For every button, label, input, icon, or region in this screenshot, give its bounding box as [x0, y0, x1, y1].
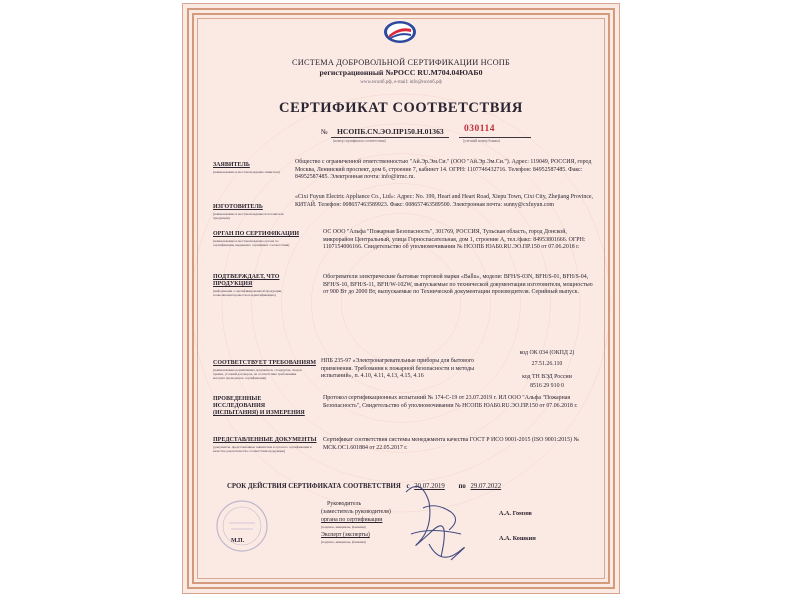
validity-from-date: 30.07.2019	[414, 483, 445, 490]
serial-underline	[459, 137, 531, 138]
expert-name: А.А. Кошкин	[499, 535, 536, 542]
validity-from-prefix: с	[406, 483, 410, 490]
website-email: www.нсопб.рф, e-mail: info@нсопб.рф	[360, 80, 442, 85]
tests-label-3: (ИСПЫТАНИЯ) И ИЗМЕРЕНИЯ	[213, 410, 305, 416]
documents-details: Сертификат соответствия системы менеджмента качества ГОСТ Р ИСО 9001-2015 (ISO 9001:2015) № МСК.ОС1.601884 от 22.05.2017 г.	[323, 437, 580, 451]
tnved-code-label: код ТН ВЭД России	[522, 374, 572, 380]
number-sign: №	[321, 128, 328, 136]
head-signature-caption: (подпись, инициалы, фамилия)	[321, 525, 366, 529]
tests-details: Протокол сертификационных испытаний № 174-С-19 от 23.07.2019 г. ИЛ ООО "Альфа "Пожарная Безопасность", Свидетельство об уполномочивании № НСОПБ ЮАБ0.RU.ЭО.ПР.150 от 07.06.2018 г.	[323, 395, 578, 409]
applicant-sublabel: (наименование и местонахождение заявителя)	[213, 170, 280, 174]
product-sublabel: (информация о сертифицированной продукции, позволяющая провести ее идентификацию)	[213, 289, 283, 297]
registration-number: регистрационный №РОСС RU.M704.04ЮАБ0	[319, 68, 483, 77]
confirms-label: ПОДТВЕРЖДАЕТ, ЧТО	[213, 274, 280, 280]
blank-serial-number: 030114	[464, 124, 495, 134]
certification-body-label: ОРГАН ПО СЕРТИФИКАЦИИ	[213, 231, 300, 237]
number-underline	[331, 137, 449, 138]
head-name: А.А. Гомзов	[499, 510, 532, 517]
certification-stamp-icon	[215, 499, 269, 553]
tests-label-1: ПРОВЕДЕННЫЕ	[213, 396, 262, 402]
tnved-code-value: 8516 29 910 0	[530, 383, 564, 389]
certification-body-sublabel: (наименование и местонахождение органа по сертификации, выдавшего сертификат соответствия)	[213, 239, 290, 247]
head-label: Руководитель	[327, 501, 362, 507]
manufacturer-details: «Cixi Fuyun Electric Appliance Co., Ltd»: Адрес: No. 199, Heart and Heart Road, Xiepu Town, Cixi City, Zhejiang Province, КИТАЙ. Телефон: 008657463589923. Факс: 008657463589500. Электронная почта: sunny@cxfuyun.com	[295, 194, 594, 208]
requirements-sublabel: (наименование нормативных документов, стандартов, сводов правил, условий договоров, на соответствие требованиям которых проводилась сертификация)	[213, 368, 302, 380]
okpd-code-value: 27.51.26.110	[531, 361, 563, 367]
expert-label: Эксперт (эксперты)	[321, 532, 370, 538]
serial-number-caption: (учетный номер бланка)	[463, 139, 500, 143]
stamp-place-label: М.П.	[231, 538, 245, 544]
documents-label: ПРЕДСТАВЛЕННЫЕ ДОКУМЕНТЫ	[213, 437, 317, 443]
validity-label: СРОК ДЕЙСТВИЯ СЕРТИФИКАТА СООТВЕТСТВИЯ	[227, 483, 401, 490]
expert-signature-caption: (подпись, инициалы, фамилия)	[321, 540, 366, 544]
certificate-document	[182, 3, 620, 594]
head-org: органа по сертификации	[321, 517, 383, 523]
tests-label-2: ИССЛЕДОВАНИЯ	[213, 403, 266, 409]
certification-system-name: СИСТЕМА ДОБРОВОЛЬНОЙ СЕРТИФИКАЦИИ НСОПБ	[292, 58, 510, 67]
certification-body-details: ОС ООО "Альфа "Пожарная Безопасность", 301769, РОССИЯ, Тульская область, город Донской, микрорайон Центральный, улица Горноспасательная, дом 1, строение А, тел./факс: 84953801666. ОГРН: 1107154006166. Свидетельство об уполномочивании № НСОПБ ЮАБ0.RU.ЭО.ПР.150 от 07.06.2018 г.	[323, 229, 586, 251]
certificate-number-caption: (номер сертификата соответствия)	[333, 139, 386, 143]
requirements-text: НПБ 235-97 «Электронагревательные приборы для бытового применения. Требования к пожарной безопасности и методы испытаний», п. 4.10, 4.11, 4.13, 4.15, 4.16	[321, 358, 475, 380]
handwritten-signatures	[311, 472, 511, 572]
certificate-number: НСОПБ.CN.ЭО.ПР150.Н.01363	[337, 127, 444, 136]
product-label: ПРОДУКЦИЯ	[213, 281, 253, 287]
manufacturer-label: ИЗГОТОВИТЕЛЬ	[213, 204, 263, 210]
validity-to-date: 29.07.2022	[470, 483, 502, 490]
applicant-label: ЗАЯВИТЕЛЬ	[213, 162, 250, 168]
requirements-label: СООТВЕТСТВУЕТ ТРЕБОВАНИЯМ	[213, 360, 316, 366]
validity-to-prefix: по	[458, 483, 466, 490]
head-deputy: (заместитель руководителя)	[321, 509, 391, 515]
documents-sublabel: (документы, представленные заявителем в орган по сертификации в качестве доказательства соответствия продукции)	[213, 445, 312, 453]
manufacturer-sublabel: (наименование и местонахождение изготовителя продукции)	[213, 212, 284, 220]
document-title: СЕРТИФИКАТ СООТВЕТСТВИЯ	[279, 100, 523, 116]
nsopb-logo-icon	[383, 20, 417, 44]
applicant-details: Общество с ограниченной ответственностью "Ай.Эр.Эм.Си." (ООО "Ай.Эр.Эм.Си."). Адрес: 119049, РОССИЯ, город Москва, Ленинский проспект, дом 6, строение 7, кабинет 14. ОГРН: 1107746432716. Телефон: 84952587485. Факс: 84952587485. Электронная почта: info@irmc.ru.	[295, 159, 592, 181]
okpd-code-label: код ОК 034 (ОКПД 2)	[519, 350, 575, 356]
product-description: Обогреватели электрические бытовые торговой марки «Ballu», модели: BFH/S-03N, BFH/S-01, BFH/S-04, BFH/S-10, BFH/S-11, BFH/W-102W, выпускаемые по технической документации изготовителя, мощностью от 900 Вт до 2000 Вт, выпускаемые по Технической документации производителя. Серийный выпуск.	[323, 274, 593, 296]
